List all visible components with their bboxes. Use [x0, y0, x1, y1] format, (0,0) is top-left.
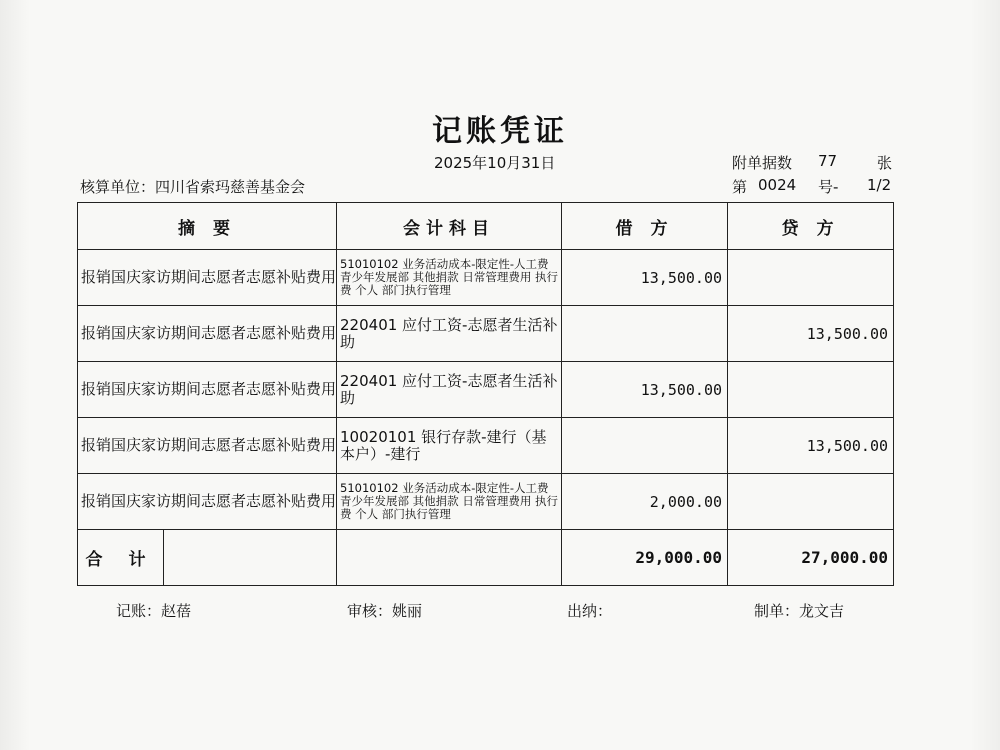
- column-debit: 借 方: [562, 203, 728, 250]
- column-credit: 贷 方: [728, 203, 894, 250]
- voucher-title: 记账凭证: [432, 114, 568, 149]
- table-row: [78, 306, 894, 362]
- voucher-suffix: 号-: [818, 178, 839, 196]
- voucher-table: [77, 202, 894, 586]
- entry-debit: [562, 418, 728, 474]
- total-credit: 27,000.00: [728, 530, 894, 586]
- entry-credit: 13,500.00: [728, 418, 894, 474]
- voucher-prefix: 第: [732, 178, 748, 196]
- column-account: 会计科目: [337, 203, 562, 250]
- entry-debit: 13,500.00: [562, 250, 728, 306]
- bookkeeper-signature: 记账：赵蓓: [116, 602, 192, 620]
- table-row: [78, 362, 894, 418]
- entry-debit: 13,500.00: [562, 362, 728, 418]
- cashier-signature: 出纳：: [567, 602, 613, 620]
- voucher-number-value: 0024: [758, 176, 797, 194]
- entry-summary: 报销国庆家访期间志愿者志愿补贴费用: [78, 362, 337, 418]
- preparer-signature: 制单：龙文吉: [754, 602, 845, 620]
- entry-summary: 报销国庆家访期间志愿者志愿补贴费用: [78, 418, 337, 474]
- entry-credit: 13,500.00: [728, 306, 894, 362]
- entry-summary: 报销国庆家访期间志愿者志愿补贴费用: [78, 474, 337, 530]
- unit-label: 核算单位：: [80, 178, 156, 196]
- table-row: [78, 418, 894, 474]
- voucher-page: 1/2: [867, 176, 892, 194]
- entry-account: 220401 应付工资-志愿者生活补助: [337, 362, 562, 418]
- table-row: [78, 250, 894, 306]
- total-blank: [164, 530, 337, 586]
- column-summary: 摘 要: [78, 203, 337, 250]
- total-label: 合 计: [78, 530, 164, 586]
- table-row: [78, 474, 894, 530]
- entry-summary: 报销国庆家访期间志愿者志愿补贴费用: [78, 306, 337, 362]
- table-header-row: [78, 203, 894, 250]
- total-row: [78, 530, 894, 586]
- entry-debit: 2,000.00: [562, 474, 728, 530]
- entry-credit: [728, 250, 894, 306]
- accounting-unit: [80, 176, 305, 197]
- voucher-date: 2025年10月31日: [434, 154, 556, 172]
- entry-account: 51010102 业务活动成本-限定性-人工费 青少年发展部 其他捐款 日常管理费用 执行费 个人 部门执行管理: [337, 250, 562, 306]
- auditor-signature: 审核：姚丽: [347, 602, 423, 620]
- attachment-label: 附单据数: [732, 154, 793, 172]
- attachment-number: 77: [818, 152, 838, 170]
- entry-account: 220401 应付工资-志愿者生活补助: [337, 306, 562, 362]
- entry-summary: 报销国庆家访期间志愿者志愿补贴费用: [78, 250, 337, 306]
- attachment-unit: 张: [877, 154, 893, 172]
- total-account-blank: [337, 530, 562, 586]
- unit-name: 四川省索玛慈善基金会: [155, 178, 306, 196]
- entry-credit: [728, 474, 894, 530]
- entry-account: 51010102 业务活动成本-限定性-人工费 青少年发展部 其他捐款 日常管理费用 执行费 个人 部门执行管理: [337, 474, 562, 530]
- entry-account: 10020101 银行存款-建行（基本户）-建行: [337, 418, 562, 474]
- entry-debit: [562, 306, 728, 362]
- total-debit: 29,000.00: [562, 530, 728, 586]
- entry-credit: [728, 362, 894, 418]
